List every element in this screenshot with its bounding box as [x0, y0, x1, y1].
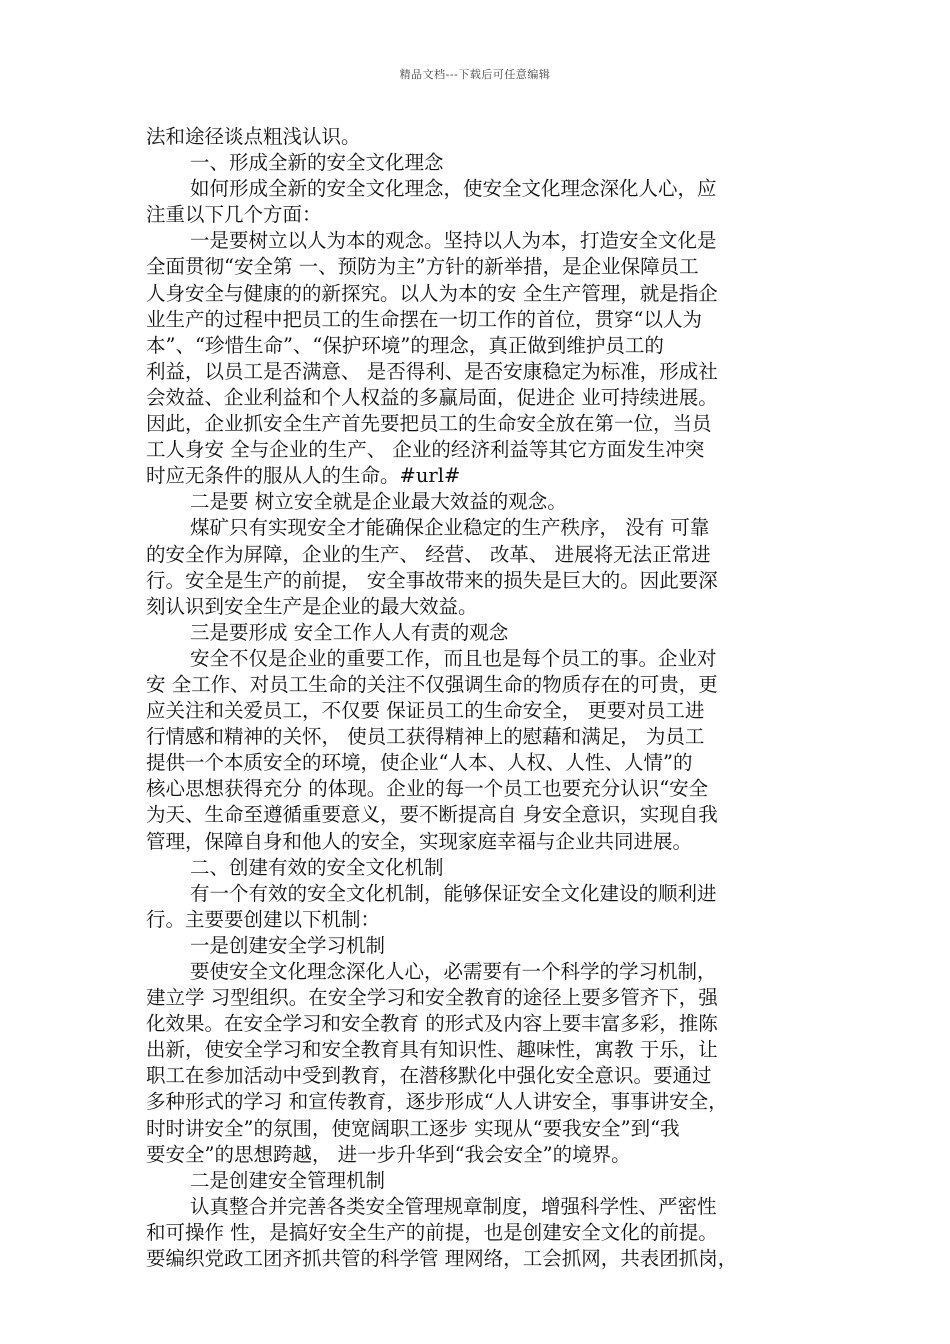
text-line: 要编织党政工团齐抓共管的科学管 理网络，工会抓网，共表团抓岗，: [146, 1247, 738, 1271]
text-line: 出新，使安全学习和安全教育具有知识性、趣味性，寓教 于乐，让: [146, 1038, 718, 1062]
text-line: 行。安全是生产的前提， 安全事故带来的损失是巨大的。因此要深: [146, 568, 718, 592]
text-line: 要安全”的思想跨越， 进一步升华到“我会安全”的境界。: [146, 1142, 631, 1166]
text-line: 三是要形成 安全工作人人有责的观念: [190, 620, 509, 644]
text-line: 利益，以员工是否满意、 是否得利、是否安康稳定为标准，形成社: [146, 359, 718, 383]
text-line: 会效益、企业利益和个人权益的多赢局面，促进企 业可持续进展。: [146, 385, 718, 409]
text-line: 本”、“珍惜生命”、“保护环境”的理念，真正做到维护员工的: [146, 333, 664, 357]
text-line: 一是创建安全学习机制: [190, 933, 386, 957]
text-line: 因此，企业抓安全生产首先要把员工的生命安全放在第一位，当员: [146, 412, 712, 436]
text-line: 应关注和关爱员工，不仅要 保证员工的生命安全， 更要对员工进: [146, 699, 705, 723]
text-line: 一是要树立以人为本的观念。坚持以人为本，打造安全文化是: [190, 229, 717, 253]
text-line: 要使安全文化理念深化人心，必需要有一个科学的学习机制，: [190, 960, 717, 983]
text-line: 注重以下几个方面：: [146, 203, 322, 227]
text-line: 业生产的过程中把员工的生命摆在一切工作的首位，贯穿“以人为: [146, 307, 702, 331]
text-line: 职工在参加活动中受到教育，在潜移默化中强化安全意识。要通过: [146, 1064, 712, 1088]
text-line: 为天、生命至遵循重要意义，要不断提高自 身安全意识，实现自我: [146, 803, 718, 827]
text-line: 时时讲安全”的氛围，使宽阔职工逐步 实现从“要我安全”到“我: [146, 1116, 680, 1140]
text-line: 工人身安 全与企业的生产、 企业的经济利益等其它方面发生冲突: [146, 438, 705, 462]
text-line: 行情感和精神的关怀， 使员工获得精神上的慰藉和满足， 为员工: [146, 725, 705, 749]
text-line: 和可操作 性，是搞好安全生产的前提，也是创建安全文化的前提。: [146, 1220, 718, 1244]
document-body: [146, 124, 814, 1272]
text-line: 煤矿只有实现安全才能确保企业稳定的生产秩序， 没有 可靠: [190, 516, 710, 540]
text-line: 有一个有效的安全文化机制，能够保证安全文化建设的顺利进: [190, 881, 717, 905]
text-line: 建立学 习型组织。在安全学习和安全教育的途径上要多管齐下，强: [146, 986, 718, 1010]
text-line: 二是创建安全管理机制: [190, 1168, 386, 1192]
text-line: 人身安全与健康的的新探究。以人为本的安 全生产管理，就是指企: [146, 281, 718, 305]
text-line: 的安全作为屏障，企业的生产、 经营、 改革、 进展将无法正常进: [146, 542, 711, 566]
text-line: 一、形成全新的安全文化理念: [190, 151, 444, 175]
text-line: 提供一个本质安全的环境，使企业“人本、人权、人性、人情”的: [146, 751, 693, 775]
text-line: 法和途径谈点粗浅认识。: [146, 125, 361, 148]
text-line: 安 全工作、对员工生命的关注不仅强调生命的物质存在的可贵，更: [146, 672, 718, 696]
text-line: 如何形成全新的安全文化理念，使安全文化理念深化人心，应: [190, 177, 717, 201]
text-line: 全面贯彻“安全第 一、预防为主”方针的新举措，是企业保障员工: [146, 255, 699, 279]
text-line: 管理，保障自身和他人的安全，实现家庭幸福与企业共同进展。: [146, 829, 693, 853]
text-line: 二、创建有效的安全文化机制: [190, 855, 444, 879]
text-line: 安全不仅是企业的重要工作，而且也是每个员工的事。企业对: [190, 646, 717, 670]
text-line: 化效果。在安全学习和安全教育 的形式及内容上要丰富多彩，推陈: [146, 1012, 718, 1036]
text-line: 多种形式的学习 和宣传教育，逐步形成“人人讲安全，事事讲安全，: [146, 1090, 728, 1114]
text-line: 认真整合并完善各类安全管理规章制度，增强科学性、严密性: [190, 1194, 717, 1218]
text-line: 时应无条件的服从人的生命。#url#: [146, 464, 461, 488]
text-line: 二是要 树立安全就是企业最大效益的观念。: [190, 490, 567, 514]
text-line: 刻认识到安全生产是企业的最大效益。: [146, 594, 478, 618]
page-header: 精品文档---下载后可任意编辑: [399, 68, 551, 81]
text-line: 行。主要要创建以下机制：: [146, 907, 381, 931]
text-line: 核心思想获得充分 的体现。企业的每一个员工也要充分认识“安全: [146, 777, 709, 801]
